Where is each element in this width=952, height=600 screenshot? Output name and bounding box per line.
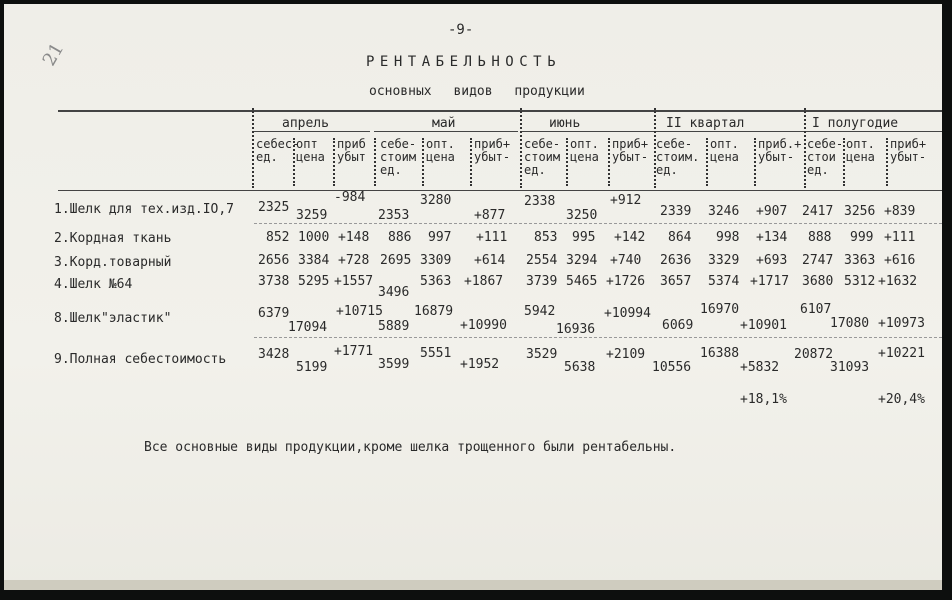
table-cell: 6069 [662, 318, 694, 333]
table-cell: 5638 [564, 360, 596, 375]
table-cell: +1952 [460, 357, 500, 372]
document-title: РЕНТАБЕЛЬНОСТЬ [366, 54, 562, 70]
table-cell: 16388 [700, 346, 740, 361]
table-cell: 6379 [258, 306, 290, 321]
table-cell: +912 [610, 193, 642, 208]
table-cell: +1726 [606, 274, 646, 289]
table-cell: 3246 [708, 204, 740, 219]
group-label-june: июнь [549, 116, 581, 131]
table-cell: +148 [338, 230, 370, 245]
table-cell: 3280 [420, 193, 452, 208]
table-cell: 3680 [802, 274, 834, 289]
table-cell: +111 [884, 230, 916, 245]
subheader-q2-profit: приб.+ убыт- [758, 137, 802, 164]
table-cell: 886 [388, 230, 412, 245]
subheader-may-price: опт. цена [426, 137, 455, 164]
table-cell: 3259 [296, 208, 328, 223]
column-separator [608, 138, 610, 186]
table-cell: 2338 [524, 194, 556, 209]
document-subtitle: основных видов продукции [369, 84, 585, 99]
column-separator [886, 138, 888, 186]
table-header-bottom-rule [58, 190, 942, 191]
table-cell: +5832 [740, 360, 780, 375]
table-cell: +10990 [460, 318, 507, 333]
table-cell: 5465 [566, 274, 598, 289]
table-cell: 20872 [794, 347, 834, 362]
table-cell: 5551 [420, 346, 452, 361]
table-cell: +1717 [750, 274, 790, 289]
column-separator [293, 138, 295, 186]
table-cell: +10901 [740, 318, 787, 333]
table-cell: 5363 [420, 274, 452, 289]
column-separator [520, 108, 522, 188]
table-cell: +839 [884, 204, 916, 219]
subheader-april-cost: себес- ед. [256, 137, 300, 164]
group-label-april: апрель [282, 116, 329, 131]
group-underline-june [520, 131, 654, 132]
table-cell: 3256 [844, 204, 876, 219]
column-separator [706, 138, 708, 186]
table-cell: 5889 [378, 319, 410, 334]
column-separator [804, 108, 806, 188]
table-cell: +1557 [334, 274, 374, 289]
table-cell: +693 [756, 253, 788, 268]
table-cell: 3657 [660, 274, 692, 289]
table-cell: 2747 [802, 253, 834, 268]
table-cell: 852 [266, 230, 290, 245]
table-cell: 2353 [378, 208, 410, 223]
table-cell: 2325 [258, 200, 290, 215]
paper-edge [4, 580, 942, 590]
table-cell: 2636 [660, 253, 692, 268]
row-label: 2.Кордная ткань [54, 231, 172, 246]
row-label: 4.Шелк №64 [54, 277, 133, 292]
table-cell: 3428 [258, 347, 290, 362]
table-cell: 2695 [380, 253, 412, 268]
table-cell: +907 [756, 204, 788, 219]
column-separator [566, 138, 568, 186]
table-cell: +10715 [336, 304, 383, 319]
table-cell: 998 [716, 230, 740, 245]
subheader-june-cost: себе- стоим ед. [524, 137, 561, 177]
table-cell: +111 [476, 230, 508, 245]
column-separator [333, 138, 335, 186]
subheader-q2-price: опт. цена [710, 137, 739, 164]
subheader-h1-cost: себе- стои ед. [807, 137, 844, 177]
table-cell: 3250 [566, 208, 598, 223]
table-cell: +10994 [604, 306, 651, 321]
table-cell: -984 [334, 190, 366, 205]
row-label: 9.Полная себестоимость [54, 352, 227, 367]
table-cell: 888 [808, 230, 832, 245]
table-cell: +614 [474, 253, 506, 268]
table-cell: +142 [614, 230, 646, 245]
table-cell: 6107 [800, 302, 832, 317]
subheader-april-price: опт цена [296, 137, 325, 164]
table-cell: 5295 [298, 274, 330, 289]
table-cell: 17094 [288, 320, 328, 335]
table-cell: +740 [610, 253, 642, 268]
subheader-may-cost: себе- стоим ед. [380, 137, 417, 177]
table-cell: 3294 [566, 253, 598, 268]
group-underline-april [254, 131, 370, 132]
column-separator [654, 108, 656, 188]
row-separator [254, 337, 942, 338]
row-label: 1.Шелк для тех.изд.IO,7 [54, 202, 235, 217]
table-cell: 3529 [526, 347, 558, 362]
table-cell: 5199 [296, 360, 328, 375]
table-cell: 1000 [298, 230, 330, 245]
table-cell: 853 [534, 230, 558, 245]
group-label-h1: I полугодие [812, 116, 899, 131]
table-cell: 3739 [526, 274, 558, 289]
table-cell: 2339 [660, 204, 692, 219]
table-cell: 16936 [556, 322, 596, 337]
column-separator [754, 138, 756, 186]
table-cell: 5374 [708, 274, 740, 289]
table-cell: 17080 [830, 316, 870, 331]
table-cell: +728 [338, 253, 370, 268]
table-cell: 864 [668, 230, 692, 245]
table-cell: 3496 [378, 285, 410, 300]
table-cell: 5942 [524, 304, 556, 319]
table-cell: +1867 [464, 274, 504, 289]
table-cell: 2417 [802, 204, 834, 219]
row-separator [254, 223, 942, 224]
column-separator [470, 138, 472, 186]
column-separator [843, 138, 845, 186]
subheader-april-profit: приб убыт [337, 137, 366, 164]
column-separator [374, 138, 376, 186]
table-cell: 3599 [378, 357, 410, 372]
group-underline-may [374, 131, 518, 132]
subheader-q2-cost: себе- стоим. ед. [656, 137, 700, 177]
table-cell: 2554 [526, 253, 558, 268]
table-cell: 2656 [258, 253, 290, 268]
table-cell: 3329 [708, 253, 740, 268]
profitability-percent-quarter: +18,1% [740, 392, 787, 407]
group-label-may: май [432, 116, 456, 131]
row-label: 3.Корд.товарный [54, 255, 172, 270]
table-cell: 31093 [830, 360, 870, 375]
table-cell: +10973 [878, 316, 925, 331]
table-cell: +616 [884, 253, 916, 268]
table-cell: +134 [756, 230, 788, 245]
table-cell: 995 [572, 230, 596, 245]
document-page [4, 4, 942, 590]
column-separator [252, 108, 254, 188]
table-cell: +1771 [334, 344, 374, 359]
table-cell: 3738 [258, 274, 290, 289]
column-separator [422, 138, 424, 186]
table-cell: 3384 [298, 253, 330, 268]
profitability-percent-half: +20,4% [878, 392, 925, 407]
page-number: -9- [448, 22, 474, 38]
subheader-h1-profit: приб+ убыт- [890, 137, 927, 164]
group-label-q2: II квартал [666, 116, 745, 131]
table-cell: 16970 [700, 302, 740, 317]
conclusion-note: Все основные виды продукции,кроме шелка трощенного были рентабельны. [144, 440, 677, 455]
subheader-may-profit: приб+ убыт- [474, 137, 511, 164]
table-top-rule [58, 110, 942, 112]
table-cell: 997 [428, 230, 452, 245]
subheader-june-profit: приб+ убыт- [612, 137, 649, 164]
row-label: 8.Шелк"эластик" [54, 311, 172, 326]
group-underline-q2 [656, 131, 804, 132]
margin-handwritten-mark: 21 [38, 39, 69, 70]
table-cell: +1632 [878, 274, 918, 289]
subheader-h1-price: опт. цена [846, 137, 875, 164]
table-cell: 16879 [414, 304, 454, 319]
table-cell: +877 [474, 208, 506, 223]
table-cell: 10556 [652, 360, 692, 375]
table-cell: +10221 [878, 346, 925, 361]
subheader-june-price: опт. цена [570, 137, 599, 164]
group-underline-h1 [804, 131, 942, 132]
table-cell: 5312 [844, 274, 876, 289]
table-cell: +2109 [606, 347, 646, 362]
table-cell: 3363 [844, 253, 876, 268]
table-cell: 3309 [420, 253, 452, 268]
table-cell: 999 [850, 230, 874, 245]
